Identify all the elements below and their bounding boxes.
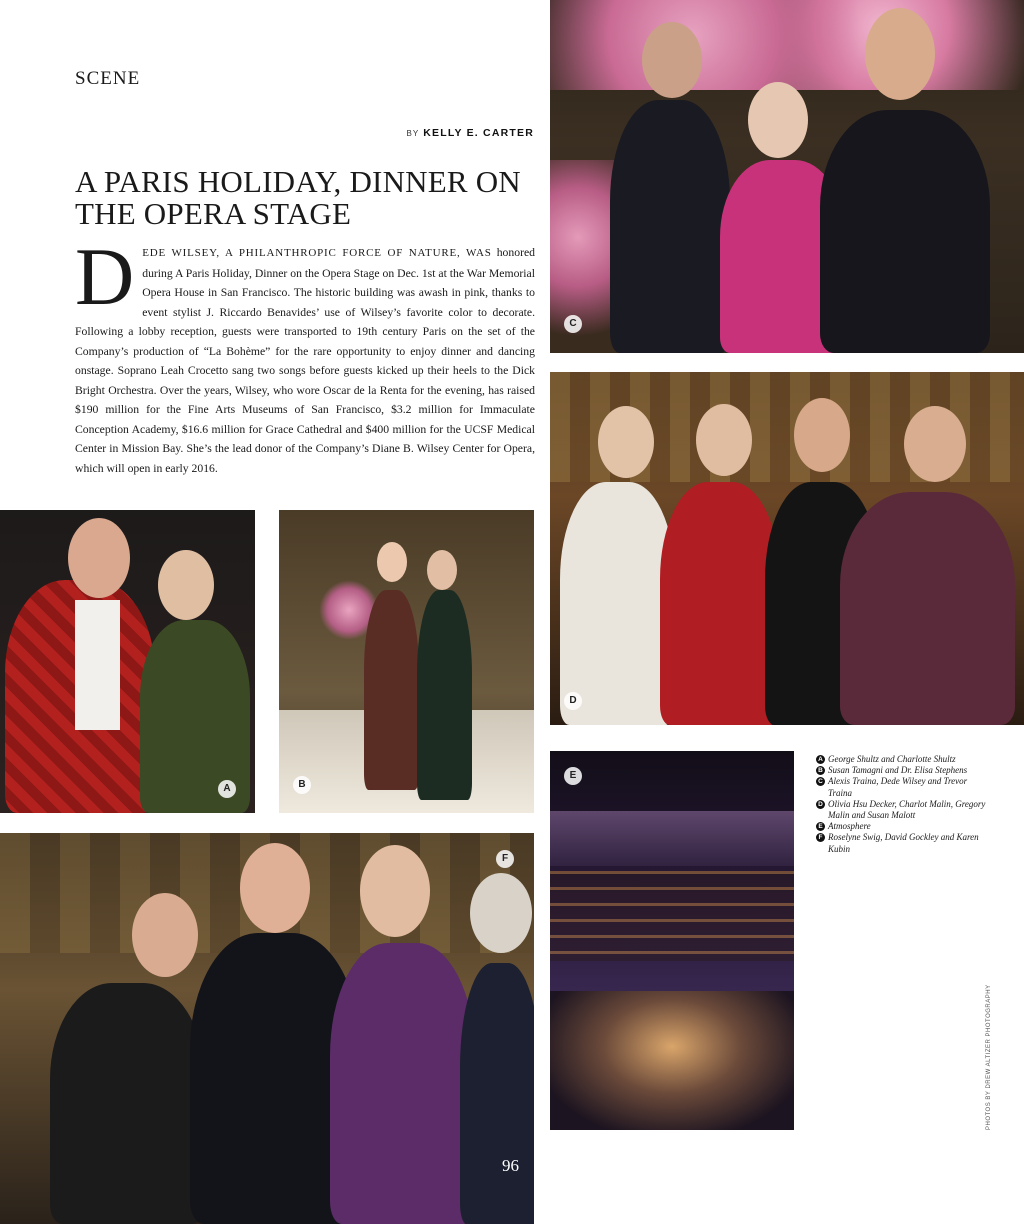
caption-item [816,821,986,832]
section-label: SCENE [75,68,141,89]
caption-item [816,765,986,776]
caption-text: Olivia Hsu Decker, Charlot Malin, Gregory Malin and Susan Malott [828,798,986,821]
photo-c [550,0,1024,353]
caption-letter: A [816,755,825,764]
caption-item [816,799,986,821]
photo-badge-d: D [564,692,582,710]
photo-e [550,751,794,1130]
photo-d [550,372,1024,725]
photo-badge-f: F [496,850,514,868]
caption-text: Alexis Traina, Dede Wilsey and Trevor Traina [828,776,968,798]
photo-credit: PHOTOS BY DREW ALTIZER PHOTOGRAPHY [986,984,992,1130]
caption-item [816,776,986,798]
photo-f [0,833,534,1224]
caption-letter: D [816,800,825,809]
drop-cap: D [75,231,135,322]
caption-item [816,754,986,765]
caption-text: Susan Tamagni and Dr. Elisa Stephens [828,765,968,776]
byline [407,127,534,139]
photo-captions [816,754,986,855]
caption-text: George Shultz and Charlotte Shultz [828,754,956,764]
page-number: 96 [502,1156,519,1175]
photo-badge-e: E [564,767,582,785]
article-lead: EDE WILSEY, A PHILANTHROPIC FORCE OF NATURE, WAS [142,247,492,259]
article-text: honored during A Paris Holiday, Dinner on the Opera Stage on Dec. 1st at the War Memorial Opera House in San Francisco. The historic building was awash in pink, thanks to event stylist J. Riccardo Benavides’ use of Wilsey’s favorite color to decorate. Following a lobby reception, guests were transported to 19th century Paris on the set of the Company’s production of “La Bohème” for the rare opportunity to enjoy dinner and dancing onstage. Soprano Leah Crocetto sang two songs before guests kicked up their heels to the Dick Bright Orchestra. Over the years, Wilsey, who wore Oscar de la Renta for the evening, has raised $190 million for the Fine Arts Museums of San Francisco, $3.2 million for Immaculate Conception Academy, $16.6 million for Grace Cathedral and $400 million for the UCSF Medical Center in Mission Bay. She’s the lead donor of the Company’s Diane B. Wilsey Center for Opera, which will open in early 2016. [75,246,535,475]
caption-item [816,832,986,854]
caption-text: Atmosphere [828,821,871,832]
caption-letter: E [816,822,825,831]
article-body [75,231,535,478]
byline-prefix: BY [406,129,420,138]
caption-text: Roselyne Swig, David Gockley and Karen Kubin [828,832,979,854]
photo-b [279,510,534,813]
photo-badge-b: B [293,776,311,794]
caption-letter: C [816,777,825,786]
caption-letter: F [816,833,825,842]
caption-letter: B [816,766,825,775]
photo-a [0,510,255,813]
headline: A PARIS HOLIDAY, DINNER ON THE OPERA STAGE [75,164,521,231]
photo-badge-a: A [218,780,236,798]
byline-author: KELLY E. CARTER [423,127,534,139]
photo-badge-c: C [564,315,582,333]
